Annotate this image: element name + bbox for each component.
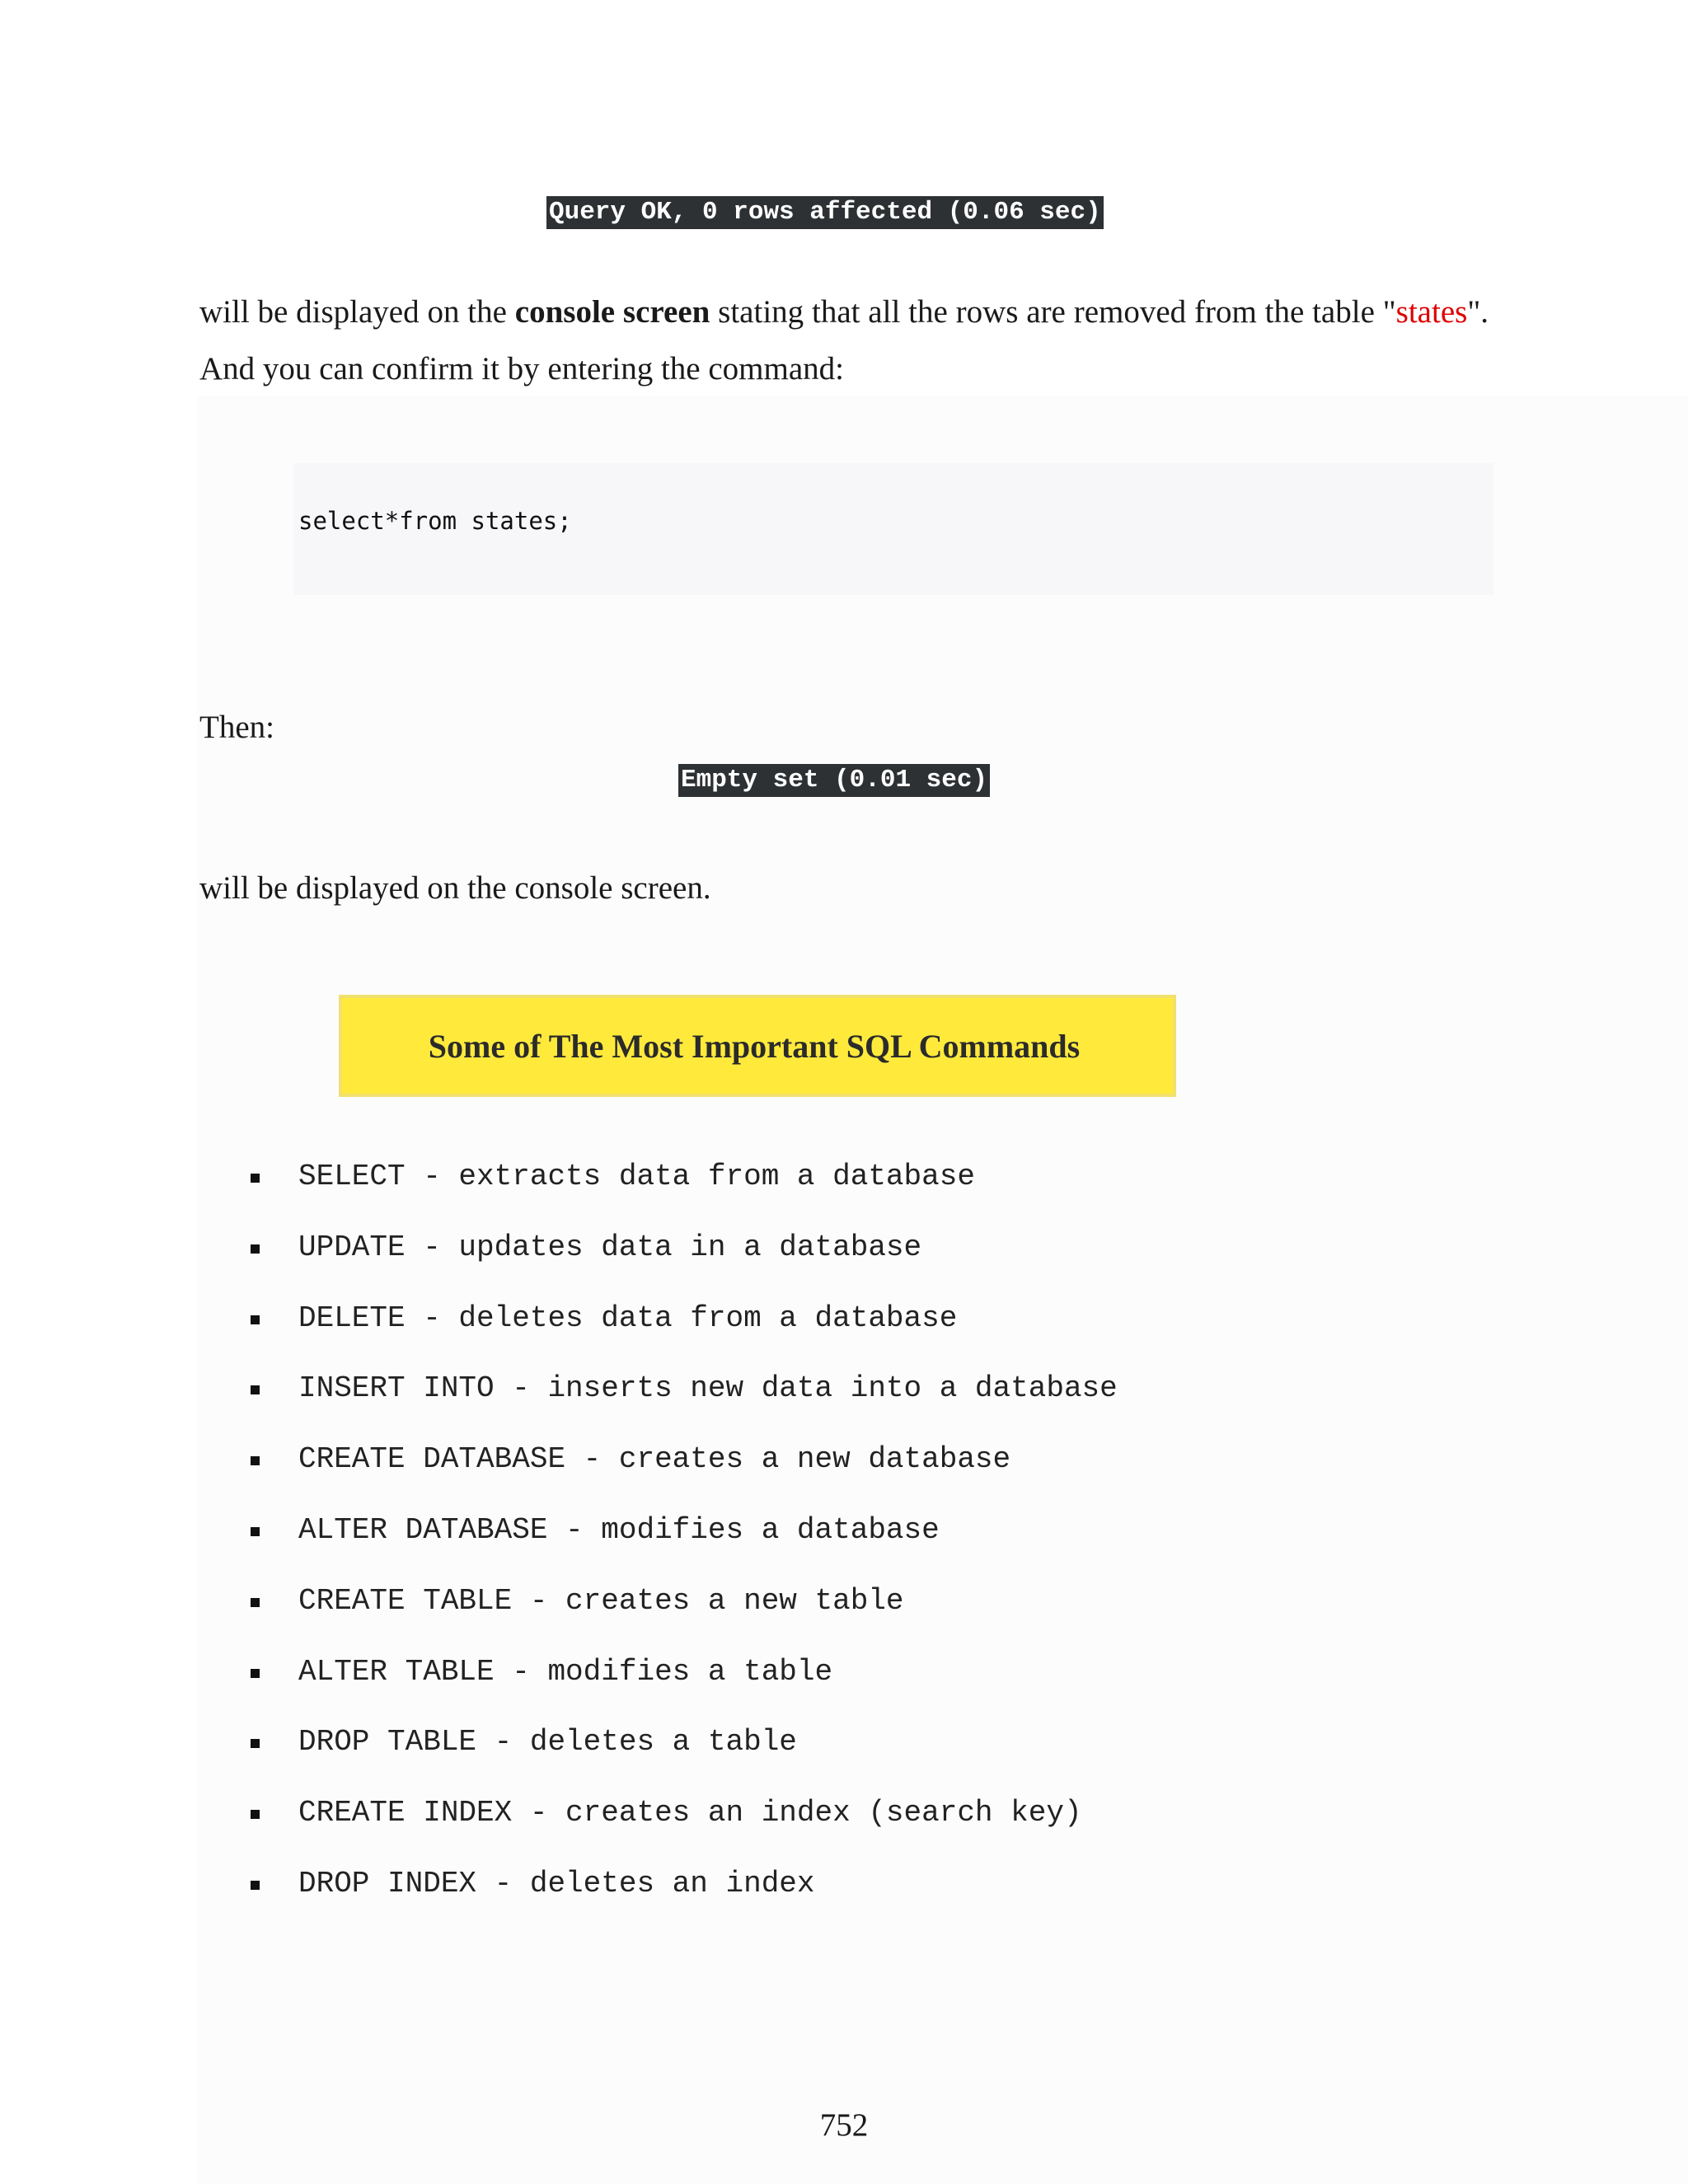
list-item-text: CREATE INDEX - creates an index (search key) — [298, 1796, 1082, 1830]
list-item-text: CREATE TABLE - creates a new table — [298, 1583, 904, 1618]
list-item-text: INSERT INTO - inserts new data into a database — [298, 1371, 1118, 1406]
paragraph-text: ". And you can confirm it by entering the command: — [199, 294, 1489, 387]
list-item-text: CREATE DATABASE - creates a new database — [298, 1442, 1011, 1477]
square-bullet-icon — [251, 1881, 260, 1890]
square-bullet-icon — [251, 1315, 260, 1324]
paragraph-console-display: will be displayed on the console screen. — [199, 870, 711, 906]
square-bullet-icon — [251, 1174, 260, 1183]
square-bullet-icon — [251, 1244, 260, 1254]
list-item-text: ALTER TABLE - modifies a table — [298, 1654, 833, 1689]
list-item-text: ALTER DATABASE - modifies a database — [298, 1512, 940, 1547]
square-bullet-icon — [251, 1385, 260, 1394]
list-item-text: SELECT - extracts data from a database — [298, 1160, 975, 1193]
then-label: Then: — [199, 710, 274, 745]
console-output-empty-set: Empty set (0.01 sec) — [678, 764, 990, 797]
list-item-text: DROP TABLE - deletes a table — [298, 1725, 797, 1760]
square-bullet-icon — [251, 1669, 260, 1678]
page-number: 752 — [819, 2107, 869, 2143]
page-background — [198, 396, 1688, 2184]
list-item-text: DROP INDEX - deletes an index — [298, 1866, 815, 1900]
square-bullet-icon — [251, 1598, 260, 1607]
console-output-query-ok: Query OK, 0 rows affected (0.06 sec) — [546, 196, 1104, 229]
list-item-text: UPDATE - updates data in a database — [298, 1230, 922, 1264]
square-bullet-icon — [251, 1810, 260, 1819]
square-bullet-icon — [251, 1456, 260, 1465]
paragraph-text: will be displayed on the — [199, 294, 515, 330]
square-bullet-icon — [251, 1739, 260, 1748]
square-bullet-icon — [251, 1527, 260, 1536]
table-name: states — [1395, 294, 1468, 330]
paragraph-text: stating that all the rows are removed from the table " — [710, 294, 1396, 330]
section-heading: Some of The Most Important SQL Commands — [428, 1027, 1081, 1065]
code-text: select*from states; — [298, 507, 572, 535]
paragraph-console-removal — [199, 284, 1489, 397]
bold-term: console screen — [514, 294, 710, 330]
section-heading-box — [339, 995, 1176, 1097]
list-item-text: DELETE - deletes data from a database — [298, 1301, 958, 1335]
code-block — [293, 463, 1493, 595]
